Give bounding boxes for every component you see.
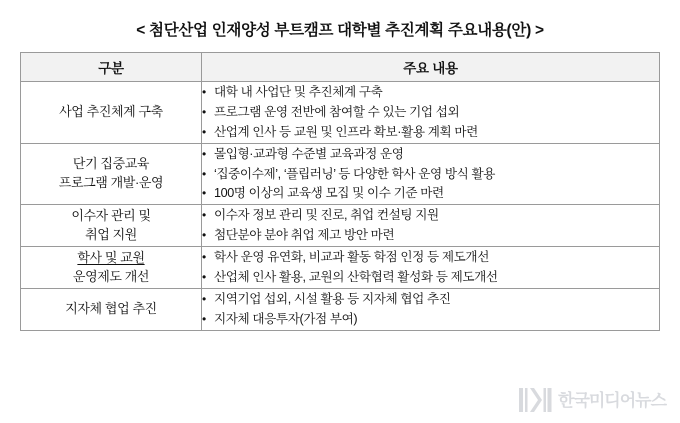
list-item: • 100명 이상의 교육생 모집 및 이수 기준 마련 [202,184,659,203]
watermark [518,385,666,415]
media-news-logo-icon [518,385,552,415]
table-row [21,143,660,205]
bullet-list [202,83,659,142]
row-content [202,205,660,247]
row-content [202,82,660,144]
row-content [202,143,660,205]
row-content [202,247,660,289]
category-line: 단기 집중교육 [72,156,150,172]
plan-table [20,52,660,331]
table-header [21,53,660,82]
list-item: • 이수자 정보 관리 및 진로, 취업 컨설팅 지원 [202,206,659,225]
list-item: • 산업계 인사 등 교원 및 인프라 확보·활용 계획 마련 [202,123,659,142]
table-row [21,288,660,330]
list-item: • ‘집중이수제’, ‘플립러닝’ 등 다양한 학사 운영 방식 활용 [202,165,659,184]
bullet-list [202,248,659,287]
list-item: • 몰입형·교과형 수준별 교육과정 운영 [202,145,659,164]
column-header-category: 구분 [21,53,202,82]
category-line: 사업 추진체계 구축 [59,103,163,119]
category-line: 취업 지원 [85,226,137,242]
row-category [21,82,202,144]
category-line: 지자체 협업 추진 [65,300,157,316]
bullet-list [202,145,659,204]
watermark-text: 한국미디어뉴스 [558,390,666,410]
row-content [202,288,660,330]
list-item: • 지역기업 섭외, 시설 활용 등 지자체 협업 추진 [202,290,659,309]
column-header-content: 주요 내용 [202,53,660,82]
category-line: 이수자 관리 및 [71,207,151,223]
bullet-list [202,290,659,329]
table-row [21,247,660,289]
table-header-row [21,53,660,82]
table-body [21,82,660,331]
table-row [21,82,660,144]
list-item: • 대학 내 사업단 및 추진체계 구축 [202,83,659,102]
list-item: • 학사 운영 유연화, 비교과 활동 학점 인정 등 제도개선 [202,248,659,267]
row-category [21,247,202,289]
row-category [21,205,202,247]
row-category [21,143,202,205]
category-line: 프로그램 개발·운영 [58,175,164,190]
row-category [21,288,202,330]
category-line: 운영제도 개선 [72,268,150,284]
category-line: 학사 및 교원 [77,249,145,265]
list-item: • 첨단분야 분야 취업 제고 방안 마련 [202,226,659,245]
page-title: < 첨단산업 인재양성 부트캠프 대학별 추진계획 주요내용(안) > [136,22,544,39]
list-item: • 지자체 대응투자(가점 부여) [202,310,659,329]
bullet-list [202,206,659,245]
list-item: • 프로그램 운영 전반에 참여할 수 있는 기업 섭외 [202,103,659,122]
list-item: • 산업체 인사 활용, 교원의 산학협력 활성화 등 제도개선 [202,268,659,287]
table-row [21,205,660,247]
